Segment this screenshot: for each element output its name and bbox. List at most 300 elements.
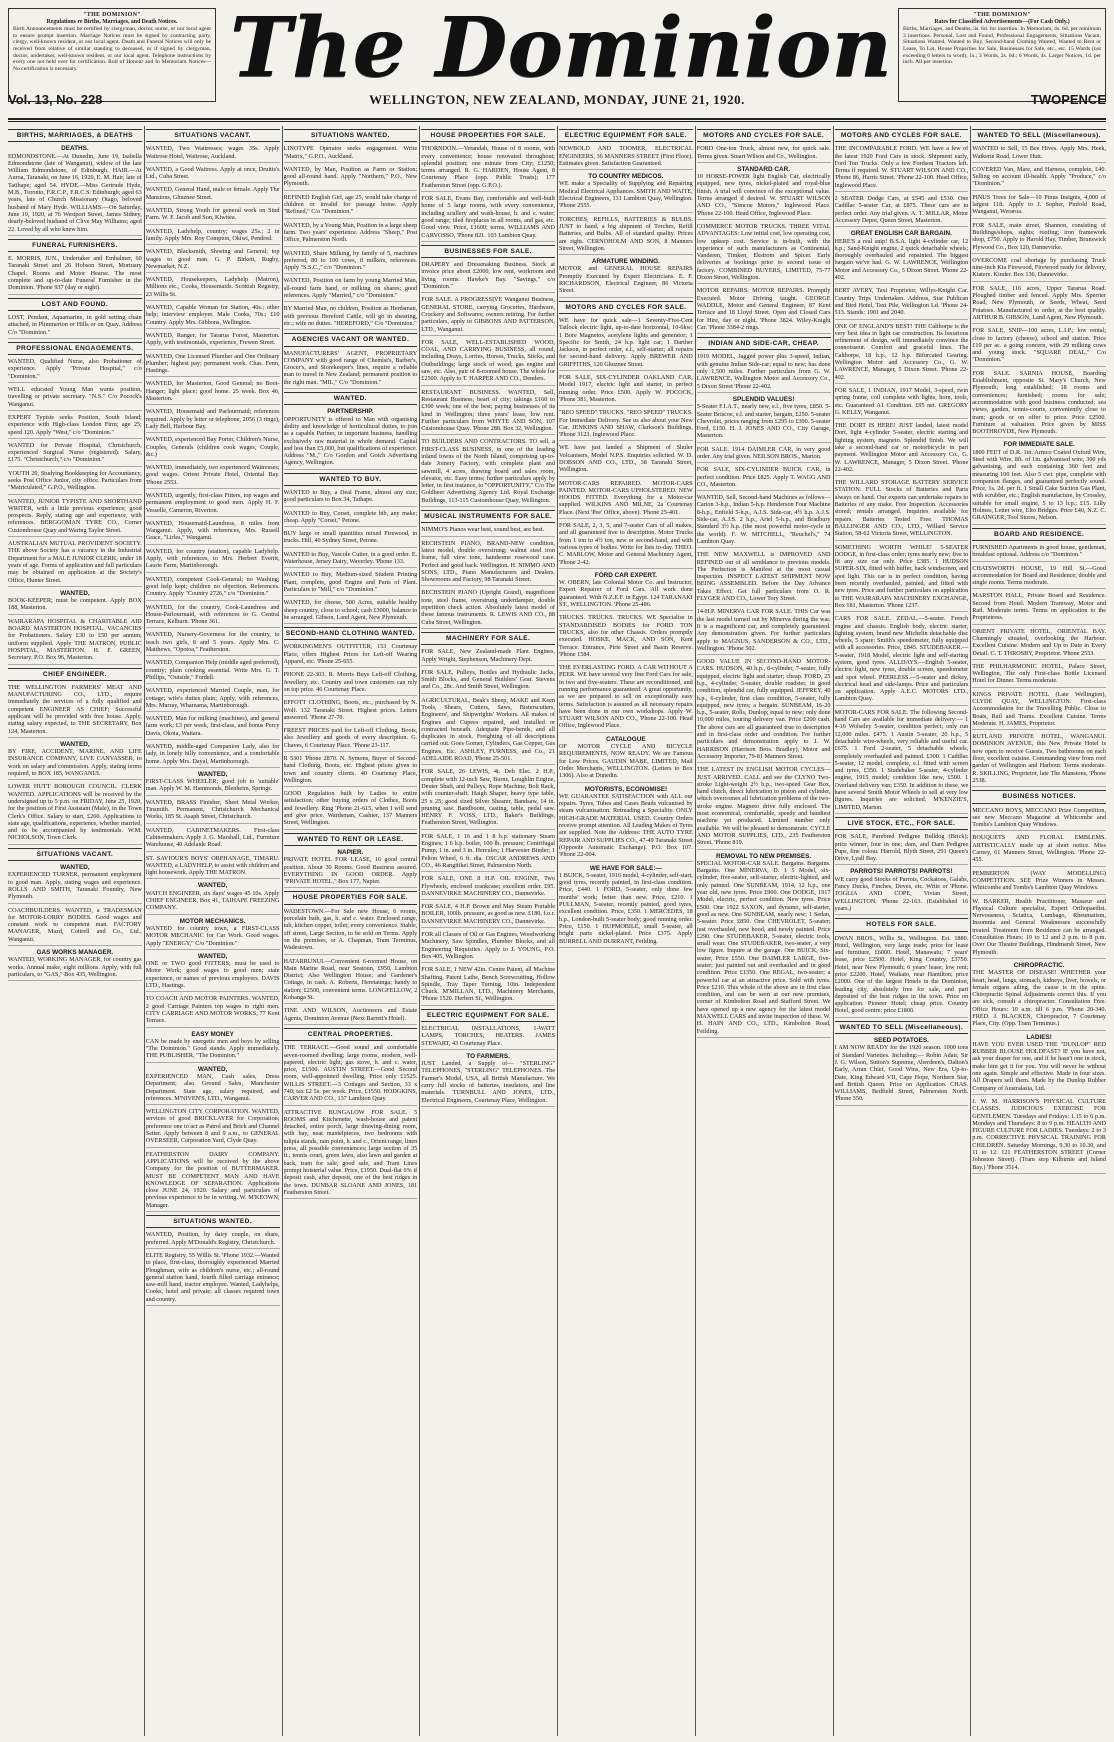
ad-text: WANTED, Sell, Second-hand Machines as follows—Carton 3-h.p., Indian 5-h.p. Henderson Four Machine 8-h.p., Enfield 5-h.p., A.J.S. Side-car, 4½ h.p. A.J.S. Side-car, A.J.S. 2 h.p., Ariel 5-h.p., and Bradbury Standard 3½ h.p. (the most powerful motor-cycle in the world). F. W. MITCHELL, "Reuchel's," 74 Lambton Quay. bbox=[696, 494, 831, 545]
ad-text: WANTED, immediately, two experienced Waitresses; good wages. Orient Private Hotel, Oriental Bay. 'Phone 2553. bbox=[145, 464, 280, 486]
ad-text: WADESTOWN.—For Sale new House, 6 rooms, porcelain bath, gas, h. and c. water. Enclosed range, tub, kitchen copper, toilet; every convenience. Stable, off street, Large Section, to be sold on Terms. Apply on the premises, or A. Chapman, Tram Terminus, Wadestown. bbox=[283, 907, 418, 952]
ad-text: WANTED, a Good Waitress. Apply at once, Druitts's Ltd., Cuba Street. bbox=[145, 165, 280, 181]
ad-text: WANTED, for country (station), capable Ladyhelp. Apply, with references, to Mrs. Herbert Everitt, Laurie Farm, Martinborough. bbox=[145, 547, 280, 570]
ad-text: GOOD VALUE IN SECOND-HAND MOTOR-CARS. HUDSON, 40 h.p., 6-cylinder, 7-seater, fully equipped, electric light and starter; cheap. FORD, 25 h.p., 4-cylinder, 5-seater, double roadster, in good condition, splendid car, fully equipped. JEFFREY, 40 h.p., 6-cylinder, first class condition, 5-seater, fully equipped, new tyres; a bargain. SUNBEAM, 16-20 h.p., 5-seater, Rolls, Dunlop; equal to new; only done 10,000 miles, touring delivery van. Price £200 cash. The above cars are all guaranteed true to description and in first-class order and condition. For further particulars and demonstration apply to J. W. HARRISON (Harrison Bros. Bradley), Motor and Accessory Importer, 79-81 Manners Street. bbox=[696, 658, 831, 760]
section-heading: BUSINESSES FOR SALE. bbox=[421, 245, 555, 258]
ad-heading: STANDARD CAR. bbox=[737, 165, 791, 173]
ad-text: BERT AVERY, Taxi Proprietor, Willys-Knight Car. Country Trips Undertaken. Address, Star Publican and Bird Hotel, Taxi Pile, Wellington Ld. 'Phone 24-513. Stands: 1901 and 2040. bbox=[834, 287, 969, 317]
ad-text: FOR SALE, New Zealand-made Plant Engines, Apply Wright, Stephenson, Machinery Dept. bbox=[421, 648, 555, 663]
classified-ad bbox=[146, 492, 280, 517]
classified-ad bbox=[972, 962, 1106, 1031]
classified-ad bbox=[284, 1044, 418, 1105]
column-rule bbox=[282, 126, 283, 1736]
classified-ad bbox=[8, 618, 142, 665]
column-4 bbox=[421, 126, 555, 1736]
column-rule bbox=[833, 126, 834, 1736]
ad-text: WANTED, Nursery-Governess for the country, to teach two girls, 8 and 5 years. Apply Mrs. C. Matthews, "Opotoa," Featherston. bbox=[145, 631, 280, 654]
rates-box-title: "THE DOMINION" bbox=[973, 12, 1031, 18]
section-heading: HOUSE PROPERTIES FOR SALE. bbox=[421, 129, 555, 142]
rates-box-subtitle: Rates for Classified Advertisements—(For Cash Only.) bbox=[934, 18, 1070, 25]
classified-ad bbox=[146, 436, 280, 461]
ad-text: WANTED, WORKING MANAGER, for country gas works. Annual make, eight millions. Apply, with full particulars, to "GAS," Box 435, Wellington. bbox=[8, 956, 142, 978]
classified-ad bbox=[8, 684, 142, 738]
classified-ad bbox=[559, 480, 693, 519]
classified-ad bbox=[146, 882, 280, 914]
newspaper-title: The Dominion bbox=[230, 0, 893, 96]
ad-text: WANTED to Sell, 15 Bee Hives. Apply Mrs. Heek, Waikerie Road, Lower Hutt. bbox=[972, 145, 1106, 160]
classified-ad bbox=[284, 551, 418, 569]
ad-text: TO BUILDERS AND CONTRACTORS. TO sell, a FIRST-CLASS BUSINESS, in one of the leading inland towns of the North Island, comprising up-to-date Joinery Factory, with complete plant and sawmill, 4 acres, drawing board and sales room, elevator, etc. Easy terms; further particulars apply by letter, in first instance, to "OPPORTUNITY," C/o The Goldbeer Advertising Agency Ltd. Royal Exchange Buildings, 113-115 Customhouse Quay, Wellington. bbox=[421, 438, 555, 504]
section-heading: CHIEF ENGINEER. bbox=[8, 668, 142, 681]
section-heading: SITUATIONS VACANT. bbox=[8, 848, 142, 861]
classified-ad bbox=[697, 608, 831, 655]
classified-ad bbox=[421, 768, 555, 829]
classified-ad bbox=[8, 540, 142, 587]
ad-text: WE have for quick sale—1 Seventy-Five-Cent Tatlock electric light, up-to-date horizontal, 10-6kw; 1 Bore Magnetos, acetylene lights and generator; 1 Specific for Smith, 24 h.p. light car; 1 Darther Jackson, in perfect order, e.l., self-starter; all repairs for second-hand delivery. Apply BREWER AND GRIFFITHS, 120 Ghuznee Street. bbox=[559, 316, 693, 368]
ad-text: I AM NOW READY for the 1920 season. 1000 tons of Standard Varieties. Including:— Robin Adair, Sir J. G. Wilson, Sutton's Supreme, Aberdeen's, Dalton's Early, Arran Chief, Good Wins, New Era, Up-to-Date, King Edward VII, Cape Hope, Northern Star, and British Queen. Price on Application. CHAS. WILLIAMS, Bedfield Street, Palmerston North. 'Phone 350. bbox=[834, 1044, 969, 1103]
ad-text: WANTED, Position on farm by young Married Man, all-round farm hand, or milking on shares; good references. Apply "Married," c/o "Dominion." bbox=[283, 277, 418, 300]
masthead-rule bbox=[8, 118, 1106, 120]
ad-text: WANTED, by Man, Position as Farm or Station; good all-round hand. Apply "Northern," P.O., New Plymouth. bbox=[283, 165, 418, 188]
ad-text: 5-Seater F.I.A.T., nearly new, e.l., five tyres, £850. 5-Seater Briscoe, e.l. and starter, bargain, £250. 5-seater Chevrolet, prices ranging from £295 to £390. 5-seater Ford, £150. H. J. JONES AND CO., City Garage, Masterton. bbox=[696, 403, 831, 440]
section-heading: LIVE STOCK, ETC., FOR SALE. bbox=[835, 817, 969, 830]
section-heading: MOTORS AND CYCLES FOR SALE. bbox=[835, 129, 969, 142]
classified-ad bbox=[697, 145, 831, 163]
classified-ad bbox=[421, 526, 555, 536]
ad-text: FOR SALE, SIX-CYLINDER BUICK CAR, in perfect condition. Price £825. Apply T. WAGG AND CO., Masterton. bbox=[696, 466, 831, 488]
ad-text: ST. SAVIOUR'S BOYS' ORPHANAGE, TIMARU. WANTED, a LADYHELP, to assist with children and light housework. Apply THE MATRON. bbox=[145, 854, 280, 877]
ad-text: WANTED, by a Young Man, Position in a large sheep farm. Two years' experience. Address "Sheep," Post Office, Palmerston North. bbox=[283, 221, 418, 244]
ad-text: AUSTRALIAN MUTUAL PROVIDENT SOCIETY. THE above Society has a vacancy in the Industrial Department for a MALE JUNIOR CLERK, under 18 years of age. Forms of application and full particulars may be obtained on application at the Society's Office, Hunter Street. bbox=[8, 540, 142, 584]
ad-text: EDMONDSTONE.—At Dunedin, June 19, Isabella Edmondstone (late of Wanganui), widow of the late William Edmondstone, of Edinburgh. HAIR.—At Auroa, Taranaki, on June 16, 1920, E. M. Hair, late of Tatihape; aged 54. HYDE.—Miss Gertrude Hyde, M.B., Toronto, F.R.C.P., F.R.C.S. Edinburgh; aged 63 years, late of Church Missionary Otago, beloved husband of Mary Hyde. WILLIAMS.—On Saturday, June 19, 1920, at 76 Westport Street, James Sidney, dearly-beloved husband of Clive May Williams; aged 22. Loved by all who knew him. bbox=[8, 152, 142, 233]
ad-text: WELL educated Young Man wants position, travelling or private secretary. "N.S." C/o Pocock's Wanganui. bbox=[8, 386, 142, 408]
classified-ad bbox=[421, 1053, 555, 1107]
ad-text: WANTED, Ranger, for Tararua Forest, Masterton. Apply, with testimonials, experience, Frewen Street. bbox=[145, 331, 280, 347]
column-3 bbox=[284, 126, 418, 1736]
ad-text: PEMBERTON (WAY MODELLING) COMPETITION. SEE Prize Winners in Messrs. Whitcombe and Tombs's Lambton Quay Windows. bbox=[972, 869, 1106, 892]
classified-ad bbox=[284, 699, 418, 724]
ad-text: GOOD Regulation built by Ladies to entire satisfaction; other buying orders of Clothes, Boots and Jewellery. Ring 'Phone 21-615, when I will send and give price. Wardsman, Cashier, 137 Manners Street, Wellington. bbox=[283, 790, 418, 827]
ad-text: WANTED, Two Waitresses; wages 35s. Apply Waitrose Hotel, Waitrose, Auckland. bbox=[145, 145, 280, 160]
ad-text: MOTOR-CARS FOR SALE. The following Second-hand Cars are available for immediate delivery:— 1 4-16 Wolseley 5-seater, condition perfect; only run 12,000 miles. £475. 1 Austin 5-seater, 20 h.p., 5 detachable wire-wheels, very reliable and useful car. £675. 1 Ford 2-seater, 5 detachable wheels, completely overhauled and painted. £300. 1 Cadillac 5-seater, 12 model, complete, e.l. fitted with screen and tyres, £350. 1 Studebaker 5-seater, 4-cylinder engine, 1915 model; condition like new, £500. 1 Overland delivery van; £350. In addition to these, we have several Smith Motor Wheels to sell at very low figures. Inquiries are solicited. M'KENZIE'S, LIMITED, Marton. bbox=[834, 708, 969, 811]
classified-ad bbox=[559, 786, 693, 862]
ad-text: OPPORTUNITY is offered to Man with organising ability and knowledge of horticultural duties, to join as a capable Partner, in important business, handling exclusively raw material in whole demand. Capital and less than £5,000, but qualifications of experience. Address "M.," C/o Gordon and Gotch Advertising Agency, Wellington. bbox=[283, 415, 418, 467]
ad-heading: MOTOR MECHANICS. bbox=[179, 917, 246, 925]
classified-ad bbox=[421, 145, 555, 192]
rates-box-body: Births, Marriages, and Deaths, 3s. 6d. for insertion. In Memoriam, 4s. 6d. per minimum 3 insertions. Personal, Lost and Found, Professional Engagements, Situations Vacant, Situations Wanted, Wanted to Buy, Second-hand Clothing Wanted, Wanted to Rent or Lease, To Let, House Properties for Sale, Businesses for Sale, etc., etc. 15 Words (not exceeding 6 letters to word), 1s.; 3 Words, 2s. 6d.; 6 Words, 4s. Larger Notices, 1d. per inch. All per insertion. bbox=[903, 26, 1101, 66]
ad-text: LOWER HUTT BOROUGH COUNCIL. CLERK WANTED. APPLICATIONS will be received by the undersigned up to 5 p.m. on FRIDAY, June 25, 1920, for the position of First Assistant (Male), in the Town Clerk's Office. Salary to start, £260. Applications to state age, qualifications, experience, whether married, and to be accompanied by testimonials. W.M. NICHOLSON, Town Clerk. bbox=[8, 783, 142, 842]
ad-text: WELLINGTON CITY CORPORATION. WANTED, services of good BRICKLAYER for Corporation; preference one to act as Patrol and Brick and Channel Setter. Apply between 8 and 9 a.m., to GENERAL OVERSEER, Corporation Yard, Clyde Quay. bbox=[145, 1108, 280, 1145]
ad-text: WANTED, Blacksmith, Shoeing and General; top wages to good man. G. P. Birkett, Rugby, Newmarket, N.Z. bbox=[145, 248, 280, 270]
classified-columns bbox=[8, 126, 1106, 1736]
classified-ad bbox=[972, 285, 1106, 324]
ad-text: THE WELLINGTON FARMERS' MEAT AND MANUFACTURING CO., LTD., require immediately the services of a fully qualified and competent ENGINEER AS CHIEF; Successful applicant will be provided with free house. Apply, stating salary expected, to THE SECRETARY, Box 124, Masterton. bbox=[8, 683, 142, 735]
classified-ad bbox=[559, 865, 693, 948]
ad-text: AGRICULTURAL, Beak's Sheep, MAKE and Keen Tools, Shears, Cutters, Saws, Bisterscutters, Engineers', and Shipwrights' Workers. All makes of Engines and Cupees repaired, and installed or contracted beneath. Adequate Pipe-bends, and all duplicates in stock. Freighting of all descriptions carried out. Goes Gomer, Cylinders, Gas Copper, Gas Engines, Etc. ASHLEY, FURNESS, and Co., 21 ADELAIDE ROAD, 'Phone 25-501. bbox=[421, 696, 555, 763]
classified-ad bbox=[835, 479, 969, 540]
column-5 bbox=[559, 126, 693, 1736]
classified-ad bbox=[284, 1007, 418, 1025]
ad-heading: PARTNERSHIP. bbox=[327, 408, 374, 416]
regulations-box bbox=[8, 8, 216, 102]
classified-ad bbox=[421, 903, 555, 928]
ad-text: TRUCKS. TRUCKS. TRUCKS. WE Specialise in STANDARDISED BODIES for FORD TON TRUCKS, also for other Chassis. Orders promptly executed. HOSKE, MACK, AND SON, Kent Terrace. Entrance, Pirie Street and Basin Reserve. 'Phone 1584. bbox=[559, 614, 693, 658]
classified-ad bbox=[284, 1109, 418, 1200]
classified-ad bbox=[8, 498, 142, 537]
classified-ad bbox=[8, 358, 142, 383]
ad-text: HATARRUNUI.—Convenient 6-roomed House, on Main Marine Road, near Seatoun, £950, Lambton District; Also Wellington House; and Gardener's Cottage, in cash. A. Roberts, Heretaunga; handy to station; £2500, convenient terms. LONGFELLOW, 2 Kohanga St. bbox=[283, 957, 418, 1002]
ad-text: FOR SALE, 2, 3, 5, and 7-seater Cars of all makes, and all guaranteed free to description. Motor Trucks from 1 ton to 4½ ton, new or second-hand, and with various types of bodies. Write for lists to-day. THEO. C. MARLOW, Motor and General Machinery Agent, 'Phone 2-42. bbox=[559, 522, 693, 566]
ad-text: NIMMO'S Pianos wear best, sound best, are best. bbox=[421, 526, 545, 534]
classified-ad bbox=[972, 544, 1106, 562]
ad-text: FOR SALE, Purebred Pedigree Bulldog (Brick); price winner, four in one; dam, and Dam Pedigree Pups, fine colour. Harrold, Blyth Street, 291 Queen's Drive, Lyall Bay. bbox=[834, 833, 969, 863]
classified-ad bbox=[8, 145, 142, 236]
ad-text: COMMERCE MOTOR TRUCKS. THREE VITAL ADVANTAGES: Low initial cost, low operating cost, low upkeep cost. Service is in-built, with the experience of such manufacturers as Continental, Vanderen, Timken, Ekstrom and Spicer. Early deliveries at bookings prior to second issue of factory. COMBINED BUYERS, LIMITED, 75-77 Dixon Street, Wellington. bbox=[696, 222, 831, 282]
classified-ad bbox=[421, 669, 555, 694]
ad-text: THE DORT IS HERE! JUST landed, latest model Dort, light 4-cylinder 5-seater, electric starting and lighting system, magneto. Splendid finish. We will take a second-hand car or motorbicycle in part payment. Wellington Motor and Accessory Co., G. W. LAWRENCE, Manager, 5 Dixon Street. 'Phone 22-402. bbox=[834, 422, 969, 473]
ad-text: ATTRACTIVE BUNGALOW FOR SALE. 5 ROOMS and Kitchenette, wash-house and patent detached, entire porch, large drawing-dining room, with bay, neat mantelpieces, two bedrooms with tulipia stands, rain point, h. and c., Orient range, linen press, all possible conveniences; large section of 35 ft.; tennis court, green lawn, also lawn and garden at back, tram for sale, good sale, and Tram Lines prompt hoisterial value. Price, £1950. Dual-flat 6% if deposit cash, after deposit, one of the best ridges in the town. DUNBAR SLOANE AND JONES, 181 Featherston Street. bbox=[283, 1108, 418, 1196]
classified-ad bbox=[284, 250, 418, 275]
classified-ad bbox=[559, 522, 693, 569]
ad-heading: WANTED, bbox=[197, 952, 228, 960]
ad-text: WATCH ENGINEER, six days' wages 45 10s. Apply CHIEF ENGINEER, Box 41, TAIHAPE FREEZING COMPANY. bbox=[145, 889, 280, 912]
ad-text: MOTOR and GENERAL HOUSE REPAIRS Promptly Executed by Expert Electricians. E. F. RICHARDSON, Electrical Engineer, 86 Victoria Street. bbox=[559, 265, 693, 295]
classified-ad bbox=[146, 166, 280, 184]
ad-text: 1800 FEET of D.R. 1in. Armco Coated Oxford Wire, Steel with Wire, 8ft. of 1in. galvanised wire, 300 yds galvanising, and each containing 360 feet and measuring 100 feet. Also 5 cwt. pipe, complete with companion flanges, and guaranteed perfectly sound. Price, 1s. 2d. per ft. 1 Small Cake Suction Gas Plant, with scrubber, etc.; English manufacture, by Crossley, suitable for small engine, 5 to 13 h.p.; £15. Lilly Holmes, Letter wire, Elto Bridges. Price £40, N.Z. C. GRAINGER, Tool Stores, Nelson. bbox=[972, 448, 1106, 522]
ad-text: WANTED, Qualified Nurse, also Probationer of experience. Apply "Private Hospital," c/o "Dominion." bbox=[8, 358, 142, 380]
classified-ad bbox=[972, 807, 1106, 832]
classified-ad bbox=[697, 494, 831, 548]
ad-heading: WANTED, bbox=[60, 864, 90, 872]
classified-ad bbox=[146, 304, 280, 329]
ad-text: WANTED, One Licensed Plumber and One Ordinary Plumber; highest pay; permanent work. Chas. Fenn, Hastings. bbox=[145, 352, 280, 375]
classified-ad bbox=[146, 353, 280, 378]
ad-text: MOTOR-CARS REPAIRED. MOTOR-CARS PAINTED. MOTOR-CARS UPHOLSTERED. NEW HOODS FITTED. Everything for a Motor-car supplied. WILKINS AND MILNE, 2a Courtenay Place. (Next 'Pee' Office, above). 'Phone 25-401. bbox=[559, 479, 693, 516]
section-heading: HOUSE PROPERTIES FOR SALE. bbox=[284, 891, 418, 904]
ad-text: LINOTYPE Operator seeks engagement. Write "Matrix," G.P.O., Auckland. bbox=[283, 145, 418, 160]
ad-text: FOR SALE, 1 16 and 1 8 h.p. stationary Steam Engines; 1 6 h.p. boiler, 100 lb. pressure; Centrifugal Pump, 1 in. and 3 in. Hercules; 1 Harvester Binder; 1 Pelton Wheel, 6 ft. dia. OSCAR ANDREWS AND CO., 46 Rangitikei Street, Palmerston North. bbox=[421, 832, 555, 869]
ad-text: OVERCOME coal shortage by purchasing Truck nine-inch Kia Firewood, Firewood ready for delivery, Kiatere. Kinder. Box 136, Dannevirke. bbox=[972, 256, 1106, 279]
classified-ad bbox=[835, 935, 969, 1018]
ad-heading: SEED POTATOES. bbox=[873, 1037, 929, 1045]
classified-ad bbox=[835, 387, 969, 419]
ad-text: NEWBOLD AND TOOMER, ELECTRICAL ENGINEERS, 36 MANNERS STREET (First Floor). Estimates given. Satisfaction Guaranteed. bbox=[559, 145, 693, 167]
ad-heading: FORD CAR EXPERT. bbox=[594, 571, 657, 579]
classified-ad bbox=[284, 194, 418, 219]
ad-heading: WANTED, bbox=[197, 1065, 228, 1073]
classified-ad bbox=[146, 799, 280, 824]
classified-ad bbox=[8, 442, 142, 467]
ad-heading: PARROTS! PARROTS! PARROTS! bbox=[850, 868, 953, 876]
classified-ad bbox=[421, 833, 555, 872]
ad-text: 2 SEATER Dodge Cars, at £545 and £530. One Cadillac 5-seater Car, at £875. These cars are in perfect order. Any trial given. A. T. MILLAR, Motor Accessory Depot, Queen Street, Masterton. bbox=[834, 195, 969, 224]
classified-ad bbox=[835, 230, 969, 284]
ad-text: WANTED to Buy, a Deal Frame, almost any size; good particulars to Box 34, Taihape. bbox=[283, 488, 418, 504]
ad-text: WE GUARANTEE SATISFACTION with ALL our repairs. Tyres, Tubes and Cases Beads vulcanised by steam vulcanisation. Retreading a Speciality. ONLY HIGH-GRADE MATERIAL USED. Country Orders receive prompt attention. All Leading Makes of Tyres are supplied. Note the Address: THE AUTO TYRE REPAIR AND SUPPLIES CO., 47-49 Taranaki Street (Opposite Automatic Exchange). P.O. Box 107. 'Phone 22-004. bbox=[559, 792, 693, 859]
section-heading: WANTED TO RENT OR LEASE. bbox=[284, 833, 418, 846]
ad-text: PINUS Trees for Sale—10 Pinus Insignis, 4,000 of largest 11ft. Apply to J. Sopher, Pinfold Road, Wanganui, Weraroa. bbox=[972, 193, 1106, 216]
masthead bbox=[8, 0, 1106, 114]
ad-text: WAIRARAPA HOSPITAL & CHARITABLE AID BOARD. MASTERTON HOSPITAL. VACANCIES for Probationers. Salary £30 to £50 per annum; uniform supplied. Apply THE MATRON, PUBLIC HOSPITAL, MASTERTON. H. F. GREEN, Secretary. P.O. Box 96, Masterton. bbox=[8, 617, 142, 662]
classified-ad bbox=[697, 853, 831, 1038]
ad-text: E. MORRIS, JUN., Undertaker and Embalmer, 60 Taranaki Street and 26 Hobson Street, Mortuary Chapel. Rooms and Motor Hearse. The most complete and up-to-date Funeral Furnisher in the Dominion. 'Phone 937 (day or night). bbox=[8, 255, 142, 292]
ad-text: FOR SALE, Pulleys, Bottles and Hydraulic Jacks, Smith Blocks, and General Builders' Gear. Stevens and Co., 28c. And Smith Street, Wellington. bbox=[421, 668, 555, 691]
ad-text: WANTED, CABINETMAKERS. First-class Cabinetmakers. Apply J. G. Marshall, Ltd., Furniture Warehouse, 40 Adelaide Road. bbox=[145, 826, 280, 849]
section-heading: BUSINESS NOTICES. bbox=[972, 790, 1106, 803]
classified-ad bbox=[146, 276, 280, 301]
classified-ad bbox=[284, 166, 418, 191]
ad-text: SPECIAL MOTOR-CAR SALE. Bargains. Bargains. Bargains. One MINERVA, D. 1 5 Model, six-cylinder, five-seater, self-starter, electric-lighted, and only painted. One SUNBEAM, 1914, 12 h.p., one year old, new tyres. Price £900. One DODGE, 1917 Model, electric, perfect condition. New tyres. Price £500. One 1922 SAXON, and dynamo, self-starter, good as new. One SUNBEAM, nearly new; 1 Sedan, 5-seater. Price £850. One CHEVROLET, 5-seater; just overhauled, new hood, and newly painted. Price £290. One STUDEBAKER, 5-seater, electric tools, small wear. One STUDEBAKER, two-seater, a very low figure. Inquire at the garage. One BUICK, Six-seater, Price £550. One DAIMLER LARGE, five-seater; just painted out and overhauled and in good condition. Price £1350. One REGAL, two-seater; a powerful car at an attractive price. Sold with tyres. Price £210. This whole of the above are in first class condition, and can be seen at our new premises, corner of Kimbolton Road and Stafford Street. We have opened up a new agency for the latest model MAXWELL CARS and invite inspection of these. W. H. HAIN AND CO., LTD., Kimbolton Road, Feilding. bbox=[696, 859, 831, 1035]
ad-text: COACHBUILDERS. WANTED, a TRADESMAN for MOTOR-LORRY BODIES. Good wages and constant work to competent man. FACTORY MANAGER, Mazd, Cottrell and Co., Ltd., Wanganui. bbox=[8, 906, 142, 943]
ad-text: WANTED, Housemaid and Parlourmaid; references required. Apply by letter or telephone, 2056 (3 rings), Lady Bell, Harbour Bay. bbox=[145, 408, 280, 430]
classified-ad bbox=[835, 145, 969, 192]
section-heading: AGENCIES VACANT OR WANTED. bbox=[284, 333, 418, 346]
ad-text: THE INCOMPARABLE FORD. WE have a few of the latest 1920 Ford Cars in stock. Shipment early, Ford Ton Trucks. Only a few Fordson Tractors left. Terms if required. W. STUART WILSON AND CO., 'Phone 86, Harris Street. 'Phone 22-100. Head Office, Inglewood Place. bbox=[834, 145, 969, 189]
ad-text: J. W. M. HARRISON'S PHYSICAL CULTURE CLASSES. JUDICIOUS EXERCISE FOR GENTLEMEN. Tuesdays and Fridays: 1.15 to 6 p.m. Mondays and Thursdays: 8 to 9 p.m. HEALTH AND FIGURE CULTURE FOR LADIES. Tuesdays: 2 to 3 p.m. CORRECTIVE PHYSICAL TRAINING FOR CHILDREN. Saturday Mornings, 9.30 to 10.30, and 11 to 12. 121 FEATHERSTON STREET (Corner Johnston Street). (Tram stop Kilbirnie and Island Bay.) 'Phone 3514. bbox=[972, 1097, 1106, 1171]
ad-text: WANTED, General Hand, male or female. Apply The Mansions, Ghuznee Street. bbox=[145, 186, 280, 201]
classified-ad bbox=[284, 145, 418, 163]
classified-ad bbox=[284, 530, 418, 548]
ad-text: THE EVERLASTING FORD. A CAR WITHOUT A PEER. WE have several very fine Ford Cars for sale, in two and five-seaters. These are reconditioned, and running performance guaranteed. A great opportunity, as we are prepared to sell on exceptionally easy terms. Satisfaction is assured as all necessary repairs have been done in our own workshops. Apply W. STUART WILSON AND CO., 'Phone 22-100. Head Office, Inglewood Place. bbox=[559, 664, 693, 730]
column-rule bbox=[557, 126, 558, 1736]
ad-heading: GAS WORKS MANAGER. bbox=[36, 949, 114, 957]
classified-ad bbox=[972, 870, 1106, 895]
classified-ad bbox=[284, 489, 418, 507]
classified-ad bbox=[146, 771, 280, 796]
ad-text: WE have just landed a Shipment of Shuler Volcanisers, Model N.P.S. Enquiries solicited. W. D. DOBSON AND CO., LTD., 38 Taranaki Street, Wellington. bbox=[559, 444, 693, 474]
ad-text: RECHSTEIN PIANO, BRAND-NEW condition, latest model, double overstrung; walnut steel iron frame, full view tone, handsome rosewood case. Perfect and good back. Wellington. H. NIMMO AND SONS, LTD., Piano Manufacturers and Dealers. Showrooms and Factory, 98 Taranaki Street. bbox=[421, 539, 555, 584]
classified-ad bbox=[284, 643, 418, 668]
classified-ad bbox=[835, 833, 969, 865]
classified-ad bbox=[8, 314, 142, 339]
ad-heading: ARMATURE WINDING. bbox=[591, 258, 660, 266]
column-2 bbox=[146, 126, 280, 1736]
classified-ad bbox=[697, 166, 831, 220]
classified-ad bbox=[146, 228, 280, 246]
classified-ad bbox=[284, 571, 418, 596]
ad-text: WANTED, BRASS Finisher, Sheet Metal Worker, Tinsmith. Permanent, Christchurch Mechanical Works, 185 St. Asaph Street, Christchurch. bbox=[145, 798, 280, 821]
classified-ad bbox=[559, 173, 693, 212]
ad-text: PHONE 22-303. R. Morris Buys Left-off Clothing, Jewellery, etc. Country and town customers can rely on top price. 46 Courtenay Place. bbox=[283, 671, 418, 693]
classified-ad bbox=[972, 222, 1106, 254]
classified-ad bbox=[421, 931, 555, 963]
ad-heading: WANTED, bbox=[197, 882, 228, 890]
ad-text: WANTED to Buy, Medium-sized Student Printing Plant, complete, good Engine and Parts of Plant. Particulars to "Mill," c/o "Dominion." bbox=[283, 571, 418, 593]
ad-text: FOR SALE. SARNIA HOUSE, Boarding Establishment, opposite St. Mary's Church, New Plymouth; long established; 18 rooms and conveniences; furnished; rooms for sale; accommodation with good business conducted; sea views, garden, tennis-courts, conveniently close to tram; goods or on offer to price. Price £2500. Furniture at valuation. Price given by MISS BOOTHROYDE, New Plymouth. bbox=[972, 369, 1106, 436]
classified-ad bbox=[146, 548, 280, 573]
ad-text: CHATSWORTH HOUSE, 19 Hill St.—Good accommodation for Board and Residence; double and single rooms. Terms moderate. bbox=[972, 564, 1106, 587]
classified-ad bbox=[146, 604, 280, 629]
classified-ad bbox=[697, 766, 831, 849]
ad-text: WANTED for Private Hospital, Christchurch, experienced Surgical Nurse (registered). Salary, £175. "Christchurch," c/o "Dominion." bbox=[8, 441, 142, 464]
section-heading: INDIAN AND SIDE-CAR, CHEAP. bbox=[697, 337, 831, 350]
ad-text: WANTED to Buy, Vascole Cutter, in a good order. E. Waterhouse, Jersey Dairy, Waverley. 'Phone 133. bbox=[283, 550, 418, 566]
ad-text: FOR all Classes of Oil or Gas Engines, Woodworking Machinery, Saw Spindles, Plumber Blocks, and all Engineering Requisites. Apply to J. YOUNG, P.O. Box 405, Wellington. bbox=[421, 931, 555, 960]
classified-ad bbox=[284, 727, 418, 752]
classified-ad bbox=[972, 565, 1106, 590]
masthead-rule-thin bbox=[8, 121, 1106, 122]
classified-ad bbox=[421, 339, 555, 386]
classified-ad bbox=[284, 671, 418, 696]
ad-text: FOR SALE, ONE 8 H.P. OIL ENGINE, Two Flywheels, enclosed crankcase; excellent order. £95. DANNEVIRKE MACHINERY CO., Dannevirke. bbox=[421, 875, 555, 897]
ad-heading: MOTORISTS, ECONOMISE! bbox=[584, 785, 668, 793]
classified-ad bbox=[284, 305, 418, 330]
classified-ad bbox=[421, 966, 555, 1005]
ad-text: WORKINGMEN'S OUTFITTER, 153 Courtenay Place, offers Highest Prices for Left-off Wearing Apparel, etc. 'Phone 25-655. bbox=[283, 643, 418, 666]
classified-ad bbox=[8, 255, 142, 294]
classified-ad bbox=[972, 257, 1106, 282]
classified-ad bbox=[146, 248, 280, 273]
section-heading: PROFESSIONAL ENGAGEMENTS. bbox=[8, 342, 142, 355]
ad-text: THE MASTER OF DISEASE! WHETHER your heart, head, lungs, stomach, kidneys, liver, bowels, or female organs ailing, the cause is in the spine. Chiropractic Spinal Adjustments correct this. If you are sick, consult a chiropractor. Consultation Free. Office Hours: 10 a.m. till 6 p.m. 'Phone 20-340. FRED. J. BLACKEN, Chiropractor, 7 Courtenay Place, City. (Opp. Tram Terminus.) bbox=[972, 969, 1106, 1028]
ad-text: THE LATEST IN ENGLISH MOTOR CYCLES—JUST ARRIVED. CALL and see the CLYNO Two-stroke Light-weight 2½ h.p., two-speed Gear Box, hand clutch, direct lubrication to piston and cylinder, which overcomes all lubrication problems of the two-stroke engine. Magneto drive fully enclosed. The most economical, comfortable, speedy and handiest machine yet produced. Limited number only available. We will be pleased to demonstrate. CYCLE AND MOTOR SUPPLIES, LTD., 235 Featherston Street. 'Phone 819. bbox=[696, 766, 831, 847]
classified-ad bbox=[421, 648, 555, 666]
classified-ad bbox=[284, 908, 418, 955]
ad-text: CAN be made by energetic men and boys by selling "The Dominion." Good stands. Apply immediately. THE PUBLISHER, "The Dominion." bbox=[145, 1037, 280, 1060]
ad-text: 1 BUICK, 5-seater, 1916 model, 4-cylinder, self-start, good tyres, recently painted, in first-class condition. Price, £440. 1 FORD, 5-seater, only done few months' work; better than new. Price, £210. 1 PULLMAN, 5-seater, recently painted, good tyres, excellent condition. Price, £350. 1 MERCEDES, 18 h.p., London-built 5-seater body; good running order. Price, £150. 1 HUPMOBILE, small 5-seater, all bright parts nickel-plated. Price £375. Apply BURRELL AND DURRANT, Feilding. bbox=[559, 871, 693, 945]
ad-text: WANTED, middle-aged Companion Lady, also for lady, in lonely hilly convenience, and a comfortable home. Apply Mrs. Dayal, Martinborough. bbox=[145, 743, 280, 765]
ad-text: EXPERT Typiste seeks Position, South Island; experience with High-class London Firm; age 25; speed 120. Apply "West," c/o "Dominion." bbox=[8, 413, 142, 436]
ad-heading: SPLENDID VALUES! bbox=[732, 395, 795, 403]
classified-ad bbox=[972, 1098, 1106, 1174]
classified-ad bbox=[146, 1151, 280, 1212]
classified-ad bbox=[835, 287, 969, 319]
section-heading: MACHINERY FOR SALE. bbox=[421, 632, 555, 645]
ad-text: "REO SPEED" TRUCKS. "REO SPEED" TRUCKS. For Immediate Delivery. See us also about your New Car. JENKINS AND SHAW, Clarkson's Buildings, 'Phone 3123. Inglewood Place. bbox=[559, 409, 693, 439]
classified-ad bbox=[284, 510, 418, 528]
ad-text: WANTED, for the country, Cook-Laundress and House-Parlourmaid, with references to G. Central Terrace, Kelburn. 'Phone 361. bbox=[145, 603, 280, 626]
ad-heading: NAPIER. bbox=[337, 848, 364, 856]
column-1 bbox=[8, 126, 142, 1736]
classified-ad bbox=[835, 868, 969, 915]
classified-ad bbox=[8, 470, 142, 495]
classified-ad bbox=[421, 389, 555, 436]
ad-text: FOR SALE, 1 NEW 42in. Centre Patent, all Machine Shafting, Patent Lathe, Bench Screwcutting, Hollow Spindle, Tray Taper Turning, 10in. Independent Chuck. M'MILLAN, LTD., Machinery Merchants, 'Phone 1520. Herbert St., Wellington. bbox=[421, 966, 555, 1003]
ad-text: FREEST PRICES paid for Left-off Clothing, Boots, also Jewellery and goods of every description. G. Chaves, 6 Courtenay Place. 'Phone 23-117. bbox=[283, 727, 418, 749]
ad-text: KINGS PRIVATE HOTEL (Late Wellington), CLYDE QUAY, WELLINGTON. First-class Accommodation for the Travelling Public. Close to Boats, Rail and Trams. Excellent Cuisine. Terms Moderate. H. JAMES, Proprietor. bbox=[972, 690, 1106, 727]
classified-ad bbox=[146, 145, 280, 163]
ad-text: WANTED, Ladyhelp, country; wages 25s.; 2 in family. Apply Mrs. Roy Compton, Okiwi, Pendred. bbox=[145, 227, 280, 242]
ad-text: EXPERIENCED TURNER, permanent employment to good man. Apply, stating wages and experience. ROLLS AND SMITH, Taranaki Foundry, New Plymouth. bbox=[8, 871, 142, 901]
column-rule bbox=[419, 126, 420, 1736]
ad-text: BY FIRE, ACCIDENT, MARINE, AND LIFE INSURANCE COMPANY, LIVE CANVASSER, to work on salary and commission. Apply, stating terms required, to BOX 185, WANGANUI. bbox=[8, 748, 142, 778]
ad-heading: REMOVAL TO NEW PREMISES. bbox=[716, 852, 812, 860]
ad-heading: WANTED, bbox=[60, 589, 90, 597]
ad-text: FOR SALE, 116 acres, Upper Tararua Road. Ploughed timber and fenced. Apply Mrs. Sperrier Road, New Plymouth, or Seeds, Wheat, Seed Potatoes. Manufactured to order, at the best quality. ARTHUR B. GIBSON, Land Agent, New Plymouth. bbox=[972, 284, 1106, 321]
regulations-box-body: Birth Announcements must be certified by clergyman, doctor, nurse, or our local agent to ensure prompt insertion. Marriage Notices must be signed by contracting party, clergy, well-known resident, or our local agent. Death and Funeral Notices will only be received from relative of similar standing to deceased, or if signed by clergyman, doctor, undertaker, well-known resident, or our local agent. Telephone instructions by every one not held over for certification. Roll of Honour and In Memoriam Notices—No certification is necessary. bbox=[13, 26, 211, 72]
section-heading: WANTED TO BUY. bbox=[284, 473, 418, 486]
classified-ad bbox=[835, 195, 969, 227]
section-heading: SITUATIONS WANTED. bbox=[146, 1215, 280, 1228]
classified-ad bbox=[284, 790, 418, 829]
ad-text: FOR SALE, 4 H.P. Brown and May Steam Portable BOILER, 100lb. pressure, as good as new. £180, f.o.r. DANNEVIRKE MACHINERY CO., Dannevirke. bbox=[421, 903, 555, 925]
classified-ad bbox=[146, 827, 280, 852]
ad-heading: CHIROPRACTIC. bbox=[1013, 961, 1065, 969]
classified-ad bbox=[146, 1066, 280, 1105]
classified-ad bbox=[421, 875, 555, 900]
classified-ad bbox=[835, 1037, 969, 1106]
section-heading: HOTELS FOR SALE. bbox=[835, 918, 969, 931]
ad-text: DRAPERY and Dressmaking Business. Stock at invoice price about £2000, low rent, workroom and living rooms. Hawke's Bay. "Savings," c/o "Dominion." bbox=[421, 261, 555, 291]
classified-ad bbox=[146, 995, 280, 1027]
classified-ad bbox=[8, 414, 142, 439]
ad-text: REFINED English Girl, age 25, would take charge of children or invalid for passage home. Apply "Refined," C/o "Dominion." bbox=[283, 193, 418, 216]
classified-ad bbox=[835, 422, 969, 476]
classified-ad bbox=[835, 615, 969, 706]
ad-heading: CATALOGUE bbox=[606, 735, 646, 743]
classified-ad bbox=[697, 658, 831, 763]
ad-text: JUST Landed, a Supply of— "STERLING" TELEPHONES, "STERLING" TELEPHONES. The Farmer's Model, USA, all British Manufacture. We carry full stocks of batteries, insulators, and line materials. TURNBULL AND JONES, LTD., Electrical Engineers, Courtenay Place, Wellington. bbox=[421, 1060, 555, 1104]
rates-box bbox=[898, 8, 1106, 102]
ad-text: SOMETHING WORTH WHILE! 5-SEATER DODGE, in first-class order; tyres nearly new; five to fit any size car only. Price £385. 1 HUDSON SUPER-SIX, fitted with buffer, back windscreen, and spot light. This car is in perfect condition, having been recently overhauled, painted, and fitted with new tyres. Price and further particulars on application to THE WAIRARAPA MACHINERY EXCHANGE, Box 181, Masterton. 'Phone 1237. bbox=[834, 543, 969, 609]
ad-heading: TO FARMERS. bbox=[466, 1052, 510, 1060]
ad-text: WANTED, Share Milking, by family of 5, machines preferred, 80 to 100 cows, if milkers, references. Apply "S.S.C.," c/o "Dominion." bbox=[283, 249, 418, 272]
ad-text: WANTED, Strong Youth for general work on Stud Farm. W. F. Jacob and Son, Kiwitea. bbox=[145, 207, 280, 222]
ad-text: WANTED for country town, a FIRST-CLASS MOTOR MECHANIC for Car Work. Good wages. Apply "ENERGY," C/o "Dominion." bbox=[145, 924, 280, 947]
ad-text: THE TERRACE.—Good sound and comfortable seven-roomed dwelling; large rooms, modern, well-papered, electric light, gas stove, h. and c. water, price, £1500. AUSTIN STREET.—Good Second room, well-appointed dwelling, Price only £1525. WILLIS STREET.—3 Cottages and Section, 33 x 740; tax £2 5s. per week. Price, £1550. HODGKINS, CARVER AND CO., 137 Lambton Quay. bbox=[283, 1044, 418, 1103]
section-heading: ELECTRIC EQUIPMENT FOR SALE. bbox=[559, 129, 693, 142]
classified-ad bbox=[559, 736, 693, 783]
classified-ad bbox=[8, 741, 142, 780]
classified-ad bbox=[284, 277, 418, 302]
classified-ad bbox=[146, 687, 280, 712]
section-heading: MOTORS AND CYCLES FOR SALE. bbox=[697, 129, 831, 142]
ad-text: WE make a Speciality of Supplying and Repairing Medical Electrical Appliances. SMITH AND WAITE, Electrical Engineers, 131 Lambton Quay, Wellington. 'Phone 2555. bbox=[559, 180, 693, 210]
classified-ad bbox=[146, 918, 280, 950]
classified-ad bbox=[559, 572, 693, 611]
ad-text: FIRST-CLASS WHEELER; good job to 'suitable' man. Apply W. M. Hammonds, Blenheim, Springs. bbox=[145, 778, 280, 793]
classified-ad bbox=[8, 907, 142, 946]
ad-text: HERE'S a real snip! B.S.A. light 4-cylinder car, 12 h.p.; Sand-Knight engine, 2 quick detachable wheels; thoroughly overhauled and repainted. The biggest bargain we've had. G. W. LAWRENCE, Wellington Motor and Accessory Co., 5 Dixon Street. 'Phone 22-402. bbox=[834, 237, 969, 282]
ad-text: R 5301 'Phone 2870. N. Symons, Buyer of Second-hand Clothing, Boots, etc. Highest prices given to town and country clients. 40 Courtenay Place, Wellington. bbox=[283, 755, 418, 784]
ad-text: 10 HORSE-POWER light English Car, electrically equipped, new tyres, nickel-plated and royal-blue finish. A trial will convince of the exceptional value. Terms arranged if desired. W. STUART WILSON AND CO., "Simcoe Motors," Inglewood Place. 'Phone 22-100. Head Office, Inglewood Place. bbox=[696, 173, 831, 217]
classified-ad bbox=[972, 898, 1106, 959]
ad-text: TINE AND WILSON, Auctioneers and Estate Agents, Dominion Avenue (Next Barrett's Hotel). bbox=[283, 1007, 418, 1022]
section-heading: MUSICAL INSTRUMENTS FOR SALE. bbox=[421, 510, 555, 523]
ad-text: CARS FOR SALE. ZEDAL.—5-seater. French engine and chassis. English body, electric starter, lighting system, brand new Michelin detachable disc wheels, 5 spare: Smith's speedometer, fully equipped with all accessories. Price, £845. STUDEBAKER.—5-seater, 1918 Model, electric light and self-starting system, good tyres. ALLDAYS.—English 5-seater, electric light, new tyres, double screen, speedometer and spot wheel. PEERLESS.—5-seater and dickey, electrical head and side-lamps. Price and particulars on application. Apply A.E.C. MOTORS LTD., Lambton Quay. bbox=[834, 615, 969, 703]
section-heading: FUNERAL FURNISHERS. bbox=[8, 239, 142, 252]
ad-text: HAVE YOU EVER USED THE "DUNLOP" RED RUBBER BLOUSE HOLDFAST? IF you have not, ask your draper for one, and if he hasn't one in stock, make him get it for you. You will never be without one again. Simple and effective. Made in four sizes. All Drapers sell them. Made by the Dunlop Rubber Company of Australasia, Ltd. bbox=[972, 1040, 1106, 1092]
classified-ad bbox=[284, 222, 418, 247]
classified-ad bbox=[421, 438, 555, 507]
classified-ad bbox=[835, 323, 969, 384]
classified-ad bbox=[559, 374, 693, 406]
ad-text: W. BARKER, Health Practitioner, Masseur and Physical Culture specialist, Expert Orthopaedist. Nervousness, Sciatica, Lumbago, Rheumatism, Insomnia and General Weaknesses successfully treated. Treatment from Residence can be arranged. Consultation Hours: 10 to 12 and 2 p.m. to 8 p.m. Over Our Theatre Buildings, Hindmarsh Street, New Plymouth. bbox=[972, 897, 1106, 956]
section-heading: LOST AND FOUND. bbox=[8, 298, 142, 311]
ad-heading: DEATHS. bbox=[61, 145, 89, 153]
ad-text: THE WILLARD STORAGE BATTERY SERVICE STATION. FULL Stocks of Batteries and Parts always on hand. Our experts can undertake repairs to Batteries of any make. Free Inspection. Accessories stored; rentals arranged. Inquiries available for repairs. Batteries Tested Free. THOMAS BALLINGER AND CO., LTD., Willard Service Station, 58-62 Victoria Street, WELLINGTON. bbox=[834, 479, 969, 538]
column-rule bbox=[695, 126, 696, 1736]
ad-text: FOR SALE, WELL-ESTABLISHED WOOD, COAL, AND CARRYING BUSINESS, all round, including Drays, Lorries, Horses, Trucks, Sticks, and Outbuildings; large stock of wood; gas engine and saw, etc. Also, pair of 8-roomed house. The whole for £2500. Apply to T. HARPER AND CO., Denders. bbox=[421, 338, 555, 383]
classified-ad bbox=[972, 370, 1106, 439]
ad-text: BOOK-KEEPER; must be competent. Apply BOX 188, Masterton. bbox=[8, 597, 142, 612]
classified-ad bbox=[146, 715, 280, 740]
classified-ad bbox=[284, 958, 418, 1005]
dateline-place-date: WELLINGTON, NEW ZEALAND, MONDAY, JUNE 21, 1920. bbox=[369, 92, 745, 107]
ad-text: FOR SALE, 1 INDIAN, 1917 Model, 3-speed, twin spring frame, coil complete with lights, horn, tools, etc. Guaranteed A1 Condition. £95 net. GREGORY G. KELLY, Wanganui. bbox=[834, 386, 969, 416]
ad-text: TO COACH AND MOTOR PAINTERS. WANTED, 2 good Carriage Painters top wages to right men. CITY CARRIAGE AND MOTOR WORKS, 77 Kent Terrace. bbox=[145, 995, 280, 1025]
classified-ad bbox=[559, 216, 693, 255]
ad-text: MARSTON HALL, Private Board and Residence. Second from Hotel. Modern Tramway, Motor and Rail. Moderate terms. Terms on application to the Proprietress. bbox=[972, 592, 1106, 622]
regulations-box-subtitle: Regulations re Births, Marriages, and Death Notices. bbox=[46, 18, 178, 25]
ad-text: WANTED, Companion Help (middle aged preferred), country; plain cooking essential. Write Mrs. G. T. Phillips, "Outside," Fordell. bbox=[145, 659, 280, 681]
classified-ad bbox=[559, 444, 693, 476]
ad-heading: EASY MONEY bbox=[191, 1030, 234, 1038]
ad-text: FOR SALE, main street, Shannon, consisting of Buildings/shops, sights; roofing; iron framework shop, £750. Apply to Harold Hay, Timber, Brunswick Plywood Co., Box 120, Dannevirke. bbox=[972, 221, 1106, 251]
classified-ad bbox=[8, 386, 142, 411]
classified-ad bbox=[146, 186, 280, 204]
ad-text: THORNDON.—Verandah, House of 8 rooms, with every convenience; house renovated throughout; splendid position; one minute from City; £1250; terms arranged. R. G. HARDEN, House Agent, 8 Courtenay Place (opp. Public Trusts); 177 Featherston Street (opp. G.P.O.). bbox=[421, 145, 555, 189]
